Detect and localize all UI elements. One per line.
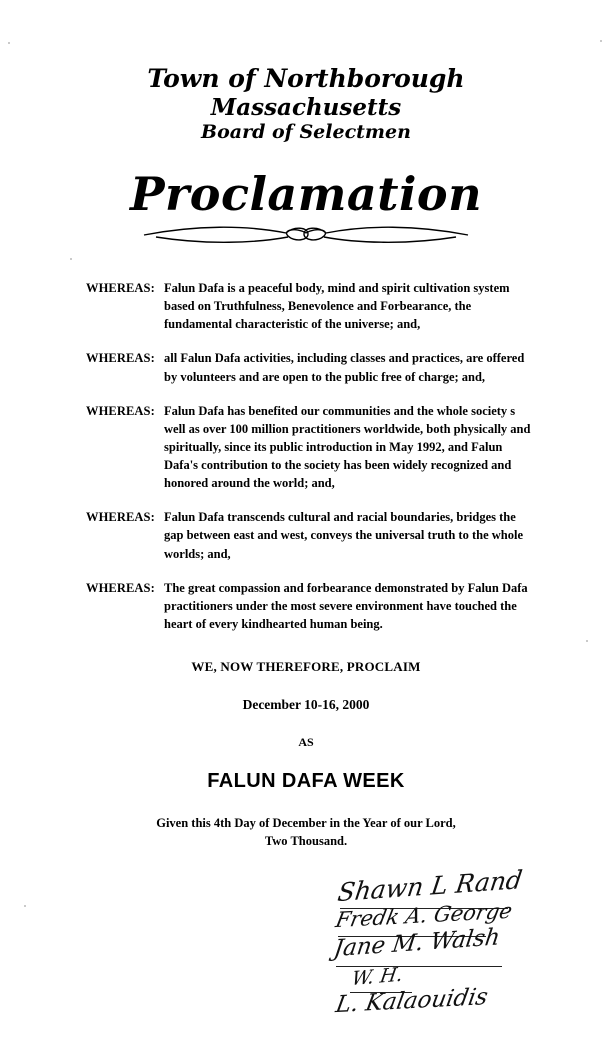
clause-label: WHEREAS: (86, 403, 155, 418)
week-title: FALUN DAFA WEEK (207, 770, 405, 793)
clause-label: WHEREAS: (86, 510, 155, 525)
signature-line: Shawn L Rand (335, 864, 525, 908)
clause-item (86, 349, 538, 385)
clause-item (86, 279, 538, 333)
speck (70, 258, 72, 260)
clause-label: WHEREAS: (86, 580, 155, 595)
speck (600, 40, 602, 42)
speck (586, 640, 588, 642)
given-date-block (0, 815, 612, 850)
clause-item (86, 402, 538, 493)
proclaim-statement: WE, NOW THEREFORE, PROCLAIM (191, 659, 421, 675)
clause-item (86, 579, 538, 633)
clause-item (86, 508, 538, 562)
signature-line: L. Kalaouidis (333, 983, 490, 1019)
state-name: Massachusetts (210, 93, 402, 121)
signature-block (0, 864, 612, 1040)
page-title: Proclamation (129, 167, 483, 222)
document-header (0, 0, 612, 143)
clause-text: all Falun Dafa activities, including classes and practices, are offered by volunteers and are open to the public free of charge; and, (164, 351, 525, 384)
town-name: Town of Northborough (147, 64, 465, 93)
given-line-1: Given this 4th Day of December in the Year of our Lord, (156, 816, 456, 831)
resolution-block (0, 659, 612, 850)
speck (8, 42, 10, 44)
proclamation-date: December 10-16, 2000 (242, 697, 370, 713)
signature-line: Jane M. Walsh (332, 924, 502, 963)
clause-label: WHEREAS: (86, 351, 155, 366)
clause-text: Falun Dafa is a peaceful body, mind and spirit cultivation system based on Truthfulness, Benevolence and Forbearance, the fundamental characteristic of the universe; and, (164, 281, 510, 332)
whereas-clauses (0, 279, 612, 633)
clause-label: WHEREAS: (86, 281, 155, 296)
clause-text: Falun Dafa has benefited our communities and the whole society s well as over 100 million practitioners worldwide, both physically and spiritually, since its public introduction in May 1992, and Falun Dafa's contribution to the society has been widely recognized and honored around the world; and, (164, 403, 531, 491)
clause-text: Falun Dafa transcends cultural and racial boundaries, bridges the gap between east and west, conveys the universal truth to the whole worlds; and, (164, 510, 524, 561)
given-line-2: Two Thousand. (264, 833, 348, 848)
signature-line: W. H. (350, 963, 405, 991)
clause-text: The great compassion and forbearance demonstrated by Falun Dafa practitioners under the most severe environment have touched the heart of every kindhearted human being. (164, 580, 528, 631)
signature-line: Fredk A. George (333, 898, 515, 933)
as-label: AS (298, 735, 314, 750)
board-name: Board of Selectmen (201, 120, 411, 143)
flourish-divider (0, 223, 612, 249)
